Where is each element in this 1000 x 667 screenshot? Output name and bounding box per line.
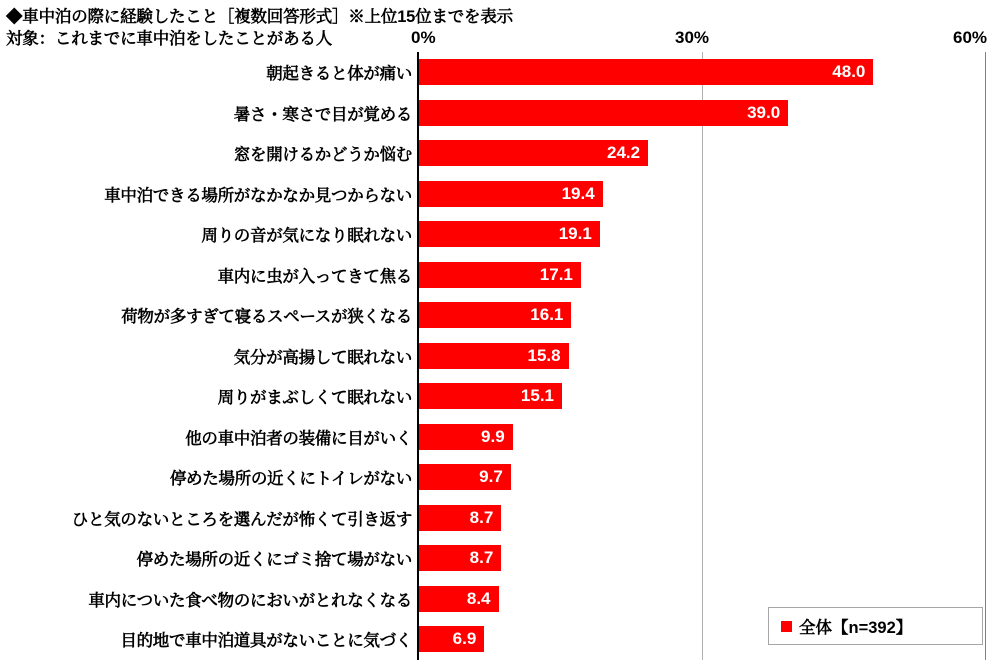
category-label: 他の車中泊者の装備に目がいく [185, 429, 412, 448]
bar [419, 464, 511, 490]
bar [419, 302, 571, 328]
category-label: 暑さ・寒さで目が覚める [233, 105, 412, 124]
table-row [0, 214, 1000, 255]
category-label: 周りの音が気になり眠れない [201, 227, 412, 246]
table-row [0, 498, 1000, 539]
bar [419, 140, 648, 166]
bar-container [419, 626, 484, 652]
bar-container [419, 140, 648, 166]
bar-container [419, 343, 569, 369]
bar [419, 424, 513, 450]
bar-container [419, 262, 581, 288]
table-row [0, 457, 1000, 498]
bar [419, 626, 484, 652]
bar [419, 343, 569, 369]
category-label: 車内についた食べ物のにおいがとれなくなる [88, 591, 412, 610]
bar-container [419, 100, 788, 126]
legend-label: 全体【n=392】 [799, 619, 913, 637]
chart-legend [768, 607, 983, 645]
bar-value-label: 17.1 [539, 264, 573, 284]
bar-container [419, 221, 600, 247]
bar-container [419, 505, 501, 531]
x-tick-label-60: 60% [953, 28, 988, 47]
category-label: ひと気のないところを選んだが怖くて引き返す [71, 510, 412, 529]
table-row [0, 336, 1000, 377]
bar-container [419, 586, 499, 612]
bar-container [419, 302, 571, 328]
bar-container [419, 59, 873, 85]
chart-subtitle: 対象：これまでに車中泊をしたことがある人 [6, 30, 333, 48]
bar [419, 545, 501, 571]
bar-value-label: 16.1 [530, 305, 564, 325]
bar [419, 262, 581, 288]
table-row [0, 417, 1000, 458]
category-label: 車中泊できる場所がなかなか見つからない [104, 186, 412, 205]
bar-value-label: 19.1 [558, 224, 592, 244]
bar [419, 221, 600, 247]
x-axis-tick-labels [0, 28, 1000, 50]
category-label: 朝起きると体が痛い [266, 65, 412, 84]
table-row [0, 93, 1000, 134]
category-label: 窓を開けるかどうか悩む [233, 146, 412, 165]
table-row [0, 52, 1000, 93]
table-row [0, 255, 1000, 296]
bar-container [419, 545, 501, 571]
category-label: 車内に虫が入ってきて焦る [217, 267, 412, 286]
bar [419, 505, 501, 531]
bar-value-label: 15.1 [520, 386, 554, 406]
bar-rows [0, 52, 1000, 660]
bar [419, 586, 499, 612]
category-label: 停めた場所の近くにトイレがない [169, 470, 412, 489]
bar [419, 100, 788, 126]
bar-container [419, 464, 511, 490]
category-label: 荷物が多すぎて寝るスペースが狭くなる [121, 308, 412, 327]
category-label: 気分が高揚して眠れない [233, 348, 412, 367]
bar-value-label: 15.8 [527, 345, 561, 365]
chart-title: ◆車中泊の際に経験したこと［複数回答形式］※上位15位までを表示 [6, 8, 513, 26]
category-label: 周りがまぶしくて眠れない [217, 389, 412, 408]
bar-value-label: 48.0 [832, 62, 866, 82]
table-row [0, 376, 1000, 417]
bar-container [419, 181, 603, 207]
table-row [0, 133, 1000, 174]
bar [419, 181, 603, 207]
bar-value-label: 6.9 [452, 629, 477, 649]
bar-value-label: 9.7 [479, 467, 503, 487]
bar-value-label: 8.4 [466, 588, 491, 608]
x-tick-label-30: 30% [675, 28, 710, 47]
x-tick-label-0: 0% [411, 28, 436, 47]
bar-value-label: 39.0 [747, 102, 781, 122]
bar-value-label: 8.7 [469, 548, 494, 568]
bar-value-label: 24.2 [607, 143, 641, 163]
table-row [0, 295, 1000, 336]
legend-color-swatch [781, 621, 792, 632]
table-row [0, 538, 1000, 579]
bar-value-label: 8.7 [469, 507, 494, 527]
bar [419, 59, 873, 85]
bar-value-label: 9.9 [481, 426, 505, 446]
bar-value-label: 19.4 [561, 183, 595, 203]
table-row [0, 174, 1000, 215]
bar-container [419, 424, 513, 450]
category-label: 目的地で車中泊道具がないことに気づく [120, 632, 412, 651]
bar-container [419, 383, 562, 409]
category-label: 停めた場所の近くにゴミ捨て場がない [136, 551, 412, 570]
bar [419, 383, 562, 409]
